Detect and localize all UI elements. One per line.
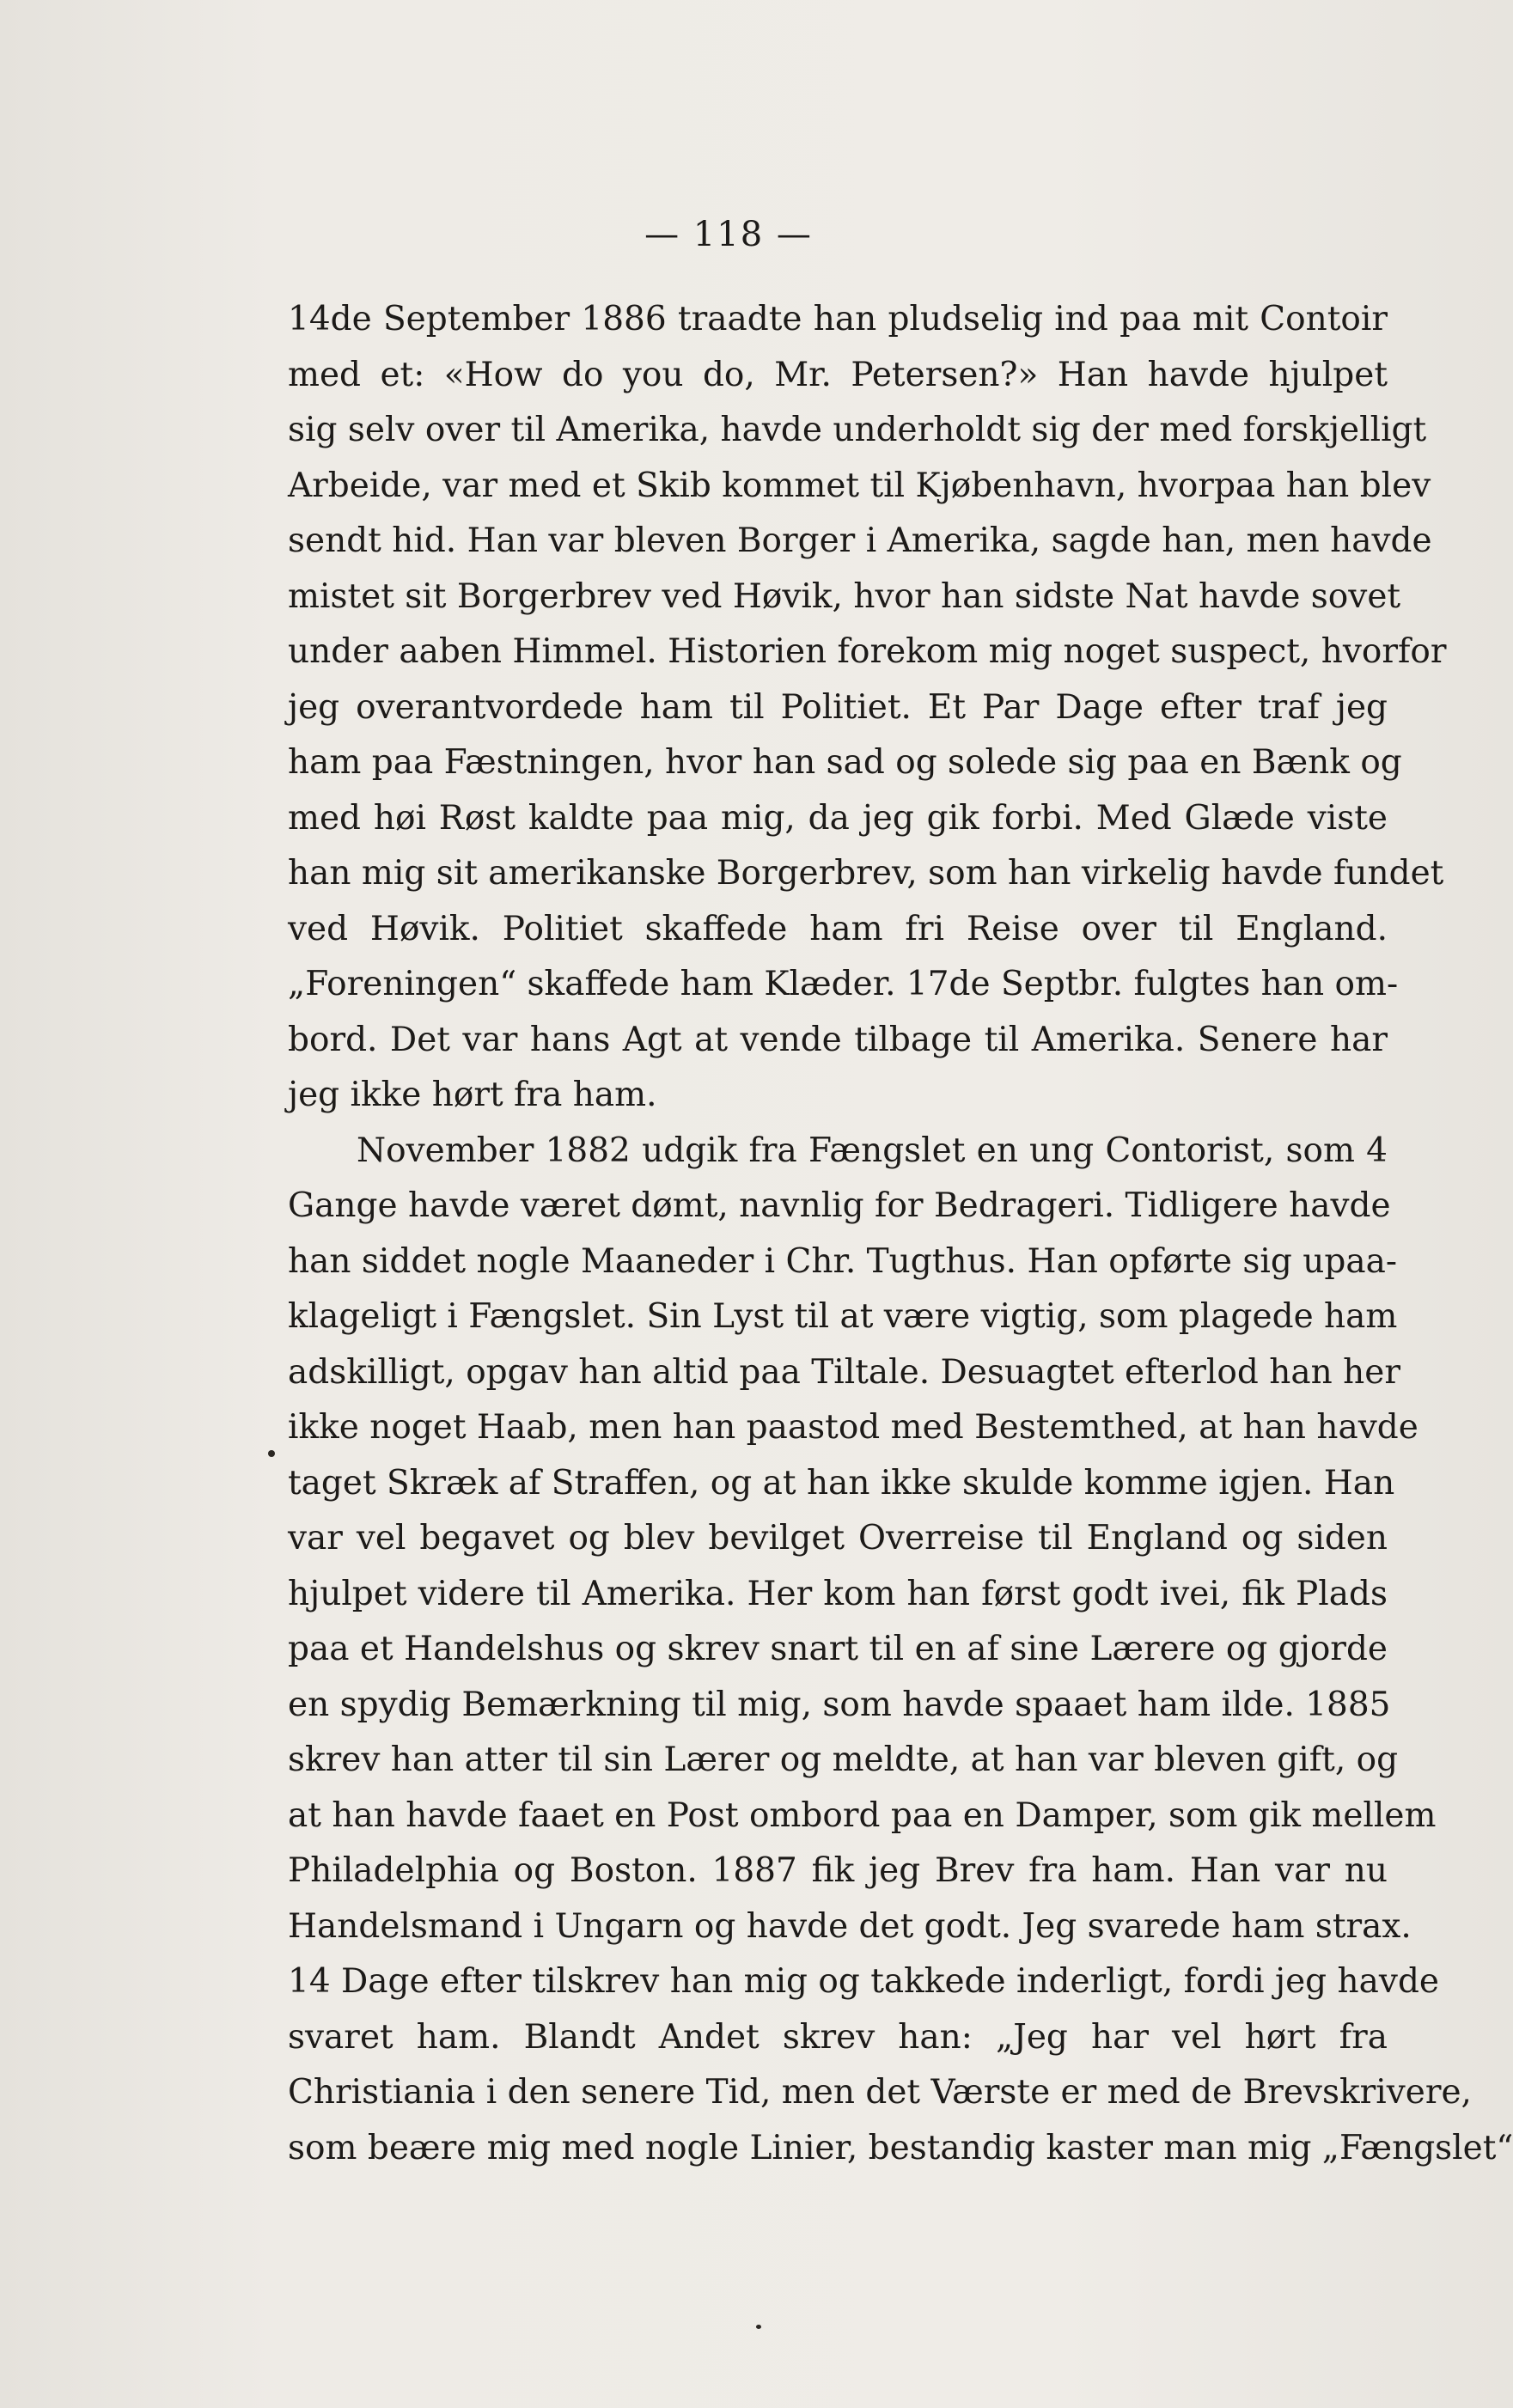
text-line: hjulpet videre til Amerika. Her kom han først godt ivei, fik Plads	[288, 1574, 1388, 1613]
text-line: Christiania i den senere Tid, men det Værste er med de Brevskrivere,	[288, 2073, 1472, 2112]
text-line: svaret ham. Blandt Andet skrev han: „Jeg har vel hørt fra	[288, 2017, 1388, 2057]
text-line: paa et Handelshus og skrev snart til en af sine Lærere og gjorde	[288, 1630, 1388, 1668]
text-line: jeg ikke hørt fra ham.	[288, 1076, 657, 1114]
text-line: Arbeide, var med et Skib kommet til Kjøbenhavn, hvorpaa han blev	[288, 466, 1431, 505]
text-line: en spydig Bemærkning til mig, som havde spaaet ham ilde. 1885	[288, 1685, 1391, 1724]
ink-speck	[268, 1450, 275, 1457]
text-line: bord. Det var hans Agt at vende tilbage til Amerika. Senere har	[288, 1020, 1388, 1059]
text-line: han mig sit amerikanske Borgerbrev, som han virkelig havde fundet	[288, 854, 1444, 893]
text-line: som beære mig med nogle Linier, bestandig kaster man mig „Fængslet“	[288, 2128, 1513, 2167]
text-line: ved Høvik. Politiet skaffede ham fri Reise over til England.	[288, 909, 1388, 948]
text-line: Gange havde været dømt, navnlig for Bedrageri. Tidligere havde	[288, 1186, 1391, 1225]
text-line: „Foreningen“ skaffede ham Klæder. 17de Septbr. fulgtes han om-	[288, 965, 1399, 1003]
text-line: klageligt i Fængslet. Sin Lyst til at være vigtig, som plagede ham	[288, 1297, 1398, 1336]
page-number: — 118 —	[644, 215, 813, 254]
text-line: ham paa Fæstningen, hvor han sad og solede sig paa en Bænk og	[288, 743, 1402, 782]
body-text	[288, 292, 1513, 2176]
text-line: sendt hid. Han var bleven Borger i Amerika, sagde han, men havde	[288, 521, 1432, 560]
text-line: at han havde faaet en Post ombord paa en Damper, som gik mellem	[288, 1795, 1437, 1835]
text-line: jeg overantvordede ham til Politiet. Et Par Dage efter traf jeg	[288, 687, 1388, 727]
ink-speck	[756, 2325, 761, 2329]
text-line: med høi Røst kaldte paa mig, da jeg gik forbi. Med Glæde viste	[288, 798, 1388, 838]
text-line: sig selv over til Amerika, havde underholdt sig der med forskjelligt	[288, 411, 1427, 449]
text-line: Philadelphia og Boston. 1887 fik jeg Brev fra ham. Han var nu	[288, 1851, 1388, 1890]
text-line: ikke noget Haab, men han paastod med Bestemthed, at han havde	[288, 1408, 1418, 1447]
text-line: skrev han atter til sin Lærer og meldte, at han var bleven gift, og	[288, 1740, 1399, 1779]
text-line: 14de September 1886 traadte han pludselig ind paa mit Contoir	[288, 300, 1388, 338]
text-line: han siddet nogle Maaneder i Chr. Tugthus. Han opførte sig upaa-	[288, 1241, 1398, 1281]
text-line: under aaben Himmel. Historien forekom mig noget suspect, hvorfor	[288, 632, 1447, 671]
text-line: var vel begavet og blev bevilget Overreise til England og siden	[288, 1519, 1388, 1558]
text-line: adskilligt, opgav han altid paa Tiltale. Desuagtet efterlod han her	[288, 1352, 1400, 1392]
text-line: Handelsmand i Ungarn og havde det godt. Jeg svarede ham strax.	[288, 1906, 1412, 1946]
text-line: med et: «How do you do, Mr. Petersen?» Han havde hjulpet	[288, 355, 1388, 394]
text-line: taget Skræk af Straffen, og at han ikke skulde komme igjen. Han	[288, 1463, 1395, 1503]
text-line: mistet sit Borgerbrev ved Høvik, hvor han sidste Nat havde sovet	[288, 576, 1401, 616]
text-line: 14 Dage efter tilskrev han mig og takkede inderligt, fordi jeg havde	[288, 1962, 1439, 2001]
text-line: November 1882 udgik fra Fængslet en ung Contorist, som 4	[357, 1131, 1388, 1170]
